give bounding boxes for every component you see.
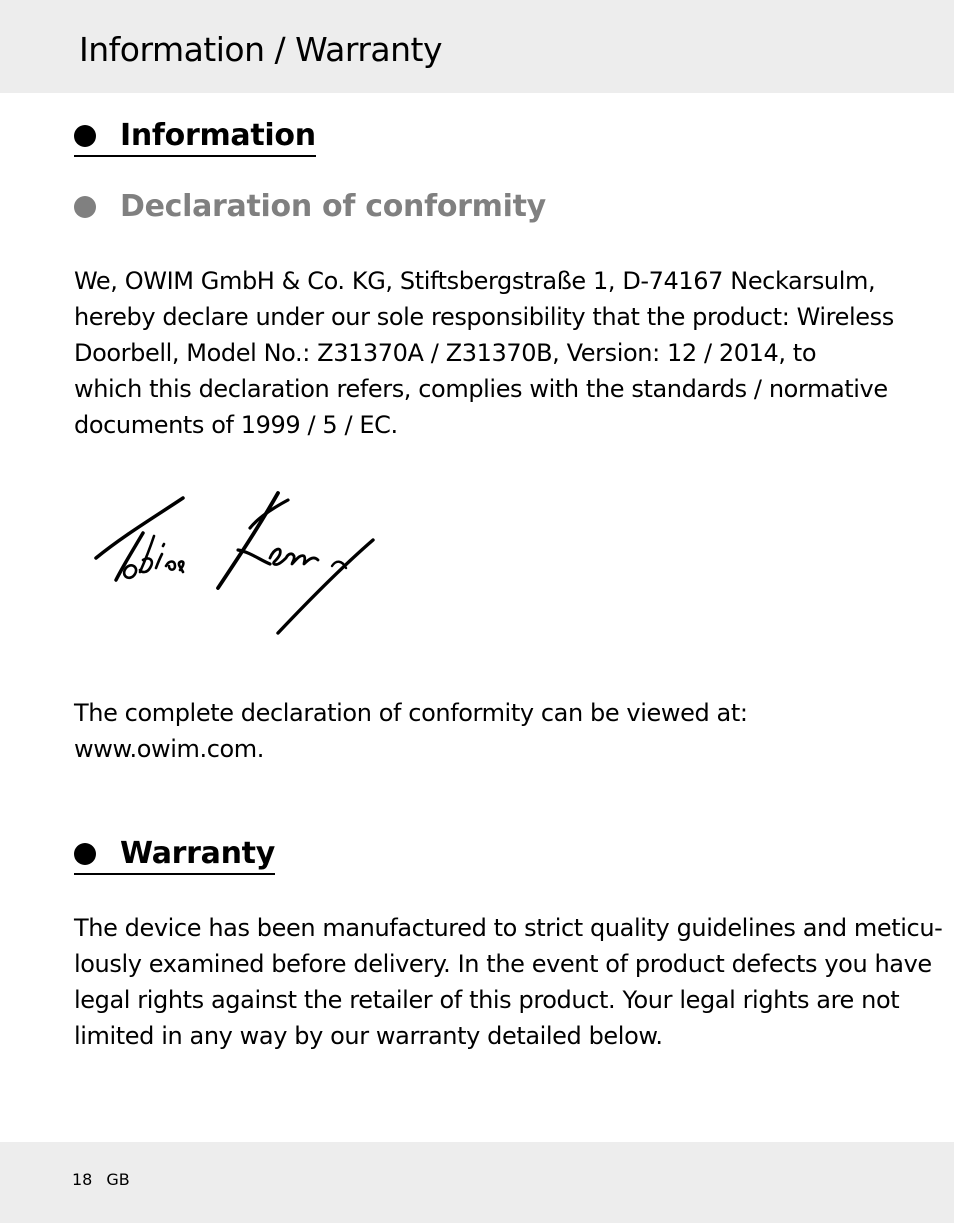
signature-image <box>88 488 398 638</box>
bullet-icon <box>74 196 96 218</box>
footer <box>72 1170 144 1189</box>
page-number: 18 <box>72 1170 93 1189</box>
text-line: hereby declare under our sole responsibility that the product: Wireless <box>74 303 894 331</box>
text-line: legal rights against the retailer of this product. Your legal rights are not <box>74 986 900 1014</box>
text-line: Doorbell, Model No.: Z31370A / Z31370B, Version: 12 / 2014, to <box>74 339 817 367</box>
website-link[interactable]: www.owim.com. <box>74 735 264 763</box>
page-title: Information / Warranty <box>79 30 443 69</box>
declaration-paragraph <box>74 263 894 443</box>
heading-warranty-text: Warranty <box>120 836 275 871</box>
warranty-paragraph <box>74 910 943 1054</box>
header-band <box>0 0 954 93</box>
section-heading-declaration <box>74 189 546 224</box>
bullet-icon <box>74 125 96 147</box>
section-heading-warranty <box>74 836 275 875</box>
complete-declaration-paragraph <box>74 695 894 767</box>
text-line: We, OWIM GmbH & Co. KG, Stiftsbergstraße 1, D-74167 Neckarsulm, <box>74 267 876 295</box>
heading-declaration-text: Declaration of conformity <box>120 189 546 224</box>
text-line: lously examined before delivery. In the event of product defects you have <box>74 950 932 978</box>
text-line: limited in any way by our warranty detailed below. <box>74 1022 663 1050</box>
text-line: The device has been manufactured to strict quality guidelines and meticu- <box>74 914 943 942</box>
text-line: documents of 1999 / 5 / EC. <box>74 411 398 439</box>
heading-information-text: Information <box>120 118 316 153</box>
text-line: which this declaration refers, complies with the standards / normative <box>74 375 888 403</box>
section-heading-information <box>74 118 316 157</box>
language-code: GB <box>106 1170 130 1189</box>
bullet-icon <box>74 843 96 865</box>
text-line: The complete declaration of conformity can be viewed at: <box>74 699 748 727</box>
